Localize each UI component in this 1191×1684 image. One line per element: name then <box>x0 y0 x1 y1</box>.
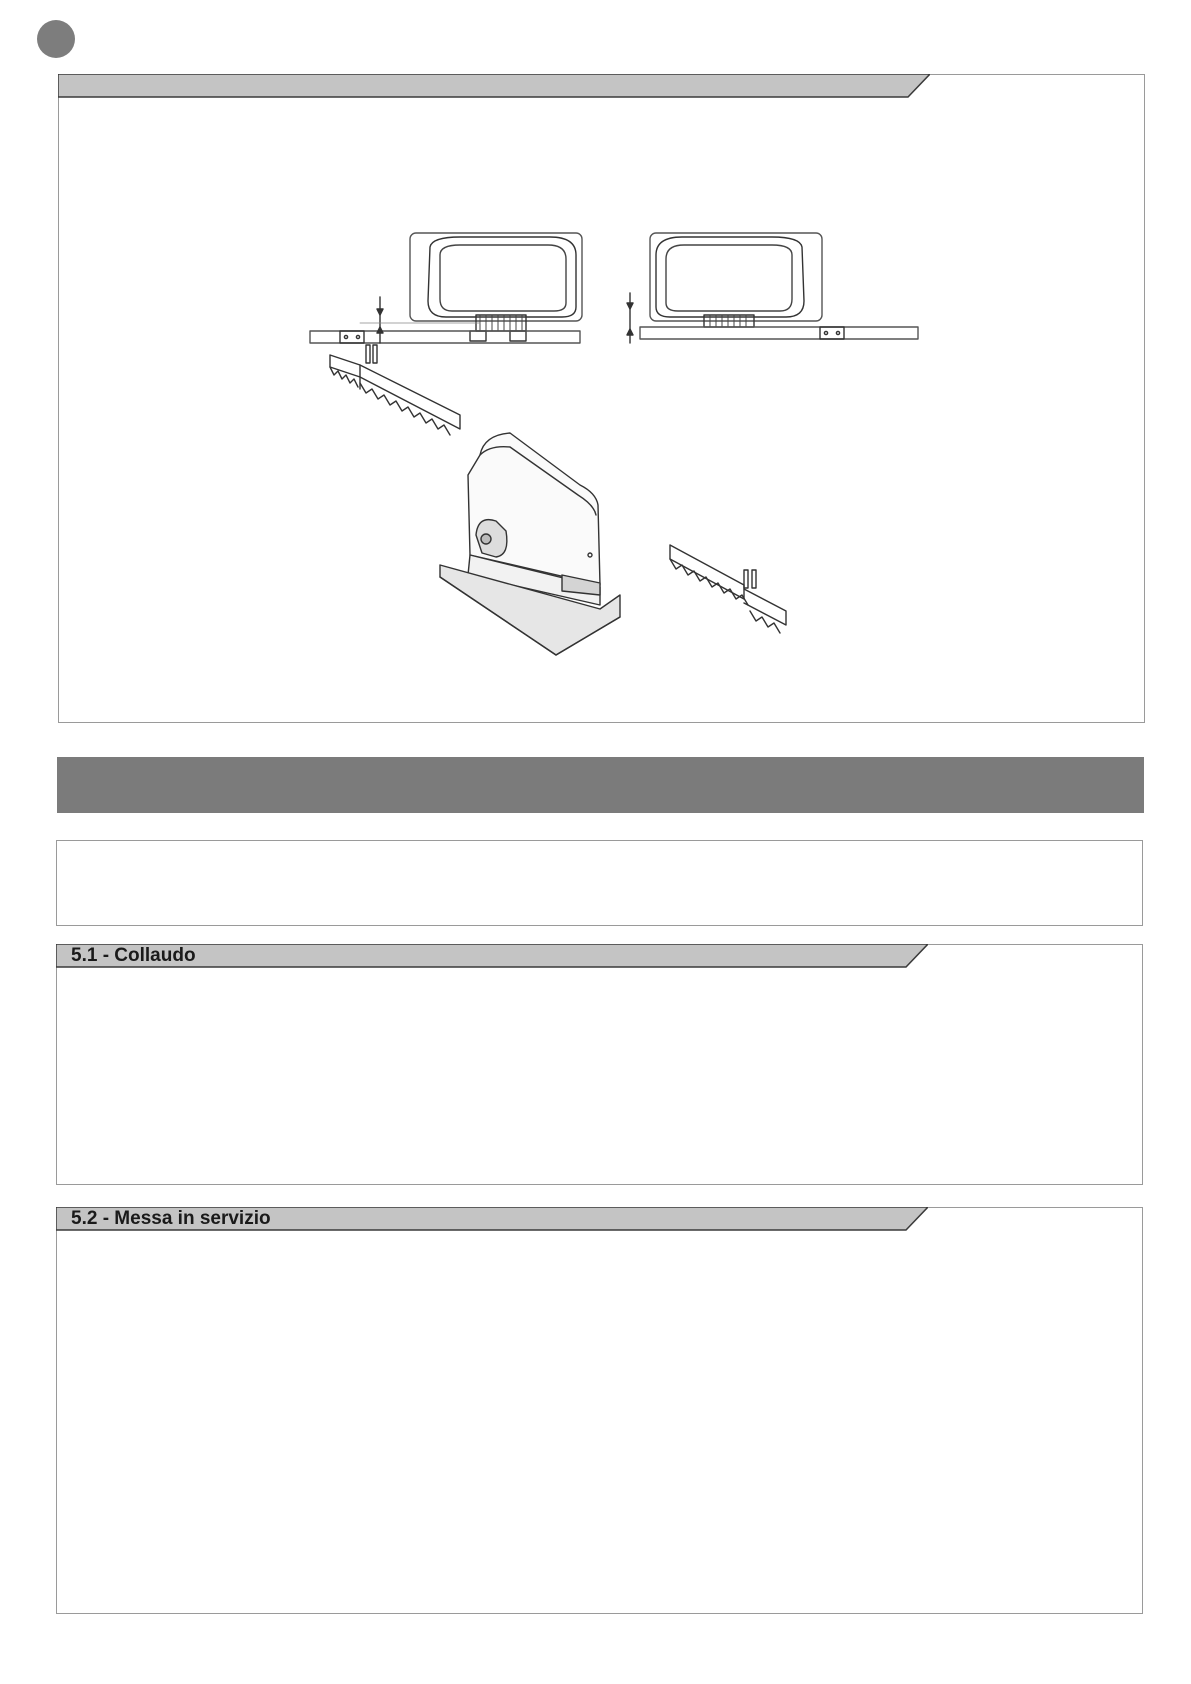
left-section-view <box>310 233 582 343</box>
section-5-1-title: 5.1 - Collaudo <box>71 945 196 966</box>
tab-shape <box>58 74 930 98</box>
rack-lower-right <box>670 545 786 633</box>
intro-box <box>56 840 1143 926</box>
section-5-2-title: 5.2 - Messa in servizio <box>71 1208 271 1229</box>
motor-body <box>440 433 620 655</box>
page-number-marker <box>37 20 75 58</box>
section-5-1-tab <box>56 944 928 968</box>
figure-panel-tab <box>58 74 930 98</box>
rack-upper-left <box>330 345 460 435</box>
section-5-2-box <box>56 1207 1143 1614</box>
right-section-view <box>627 233 918 343</box>
gate-motor-illustration <box>300 215 920 715</box>
rack-mounting-diagram <box>300 215 920 715</box>
section-band <box>57 757 1144 813</box>
section-5-2-tab <box>56 1207 928 1231</box>
section-5-1-box <box>56 944 1143 1185</box>
